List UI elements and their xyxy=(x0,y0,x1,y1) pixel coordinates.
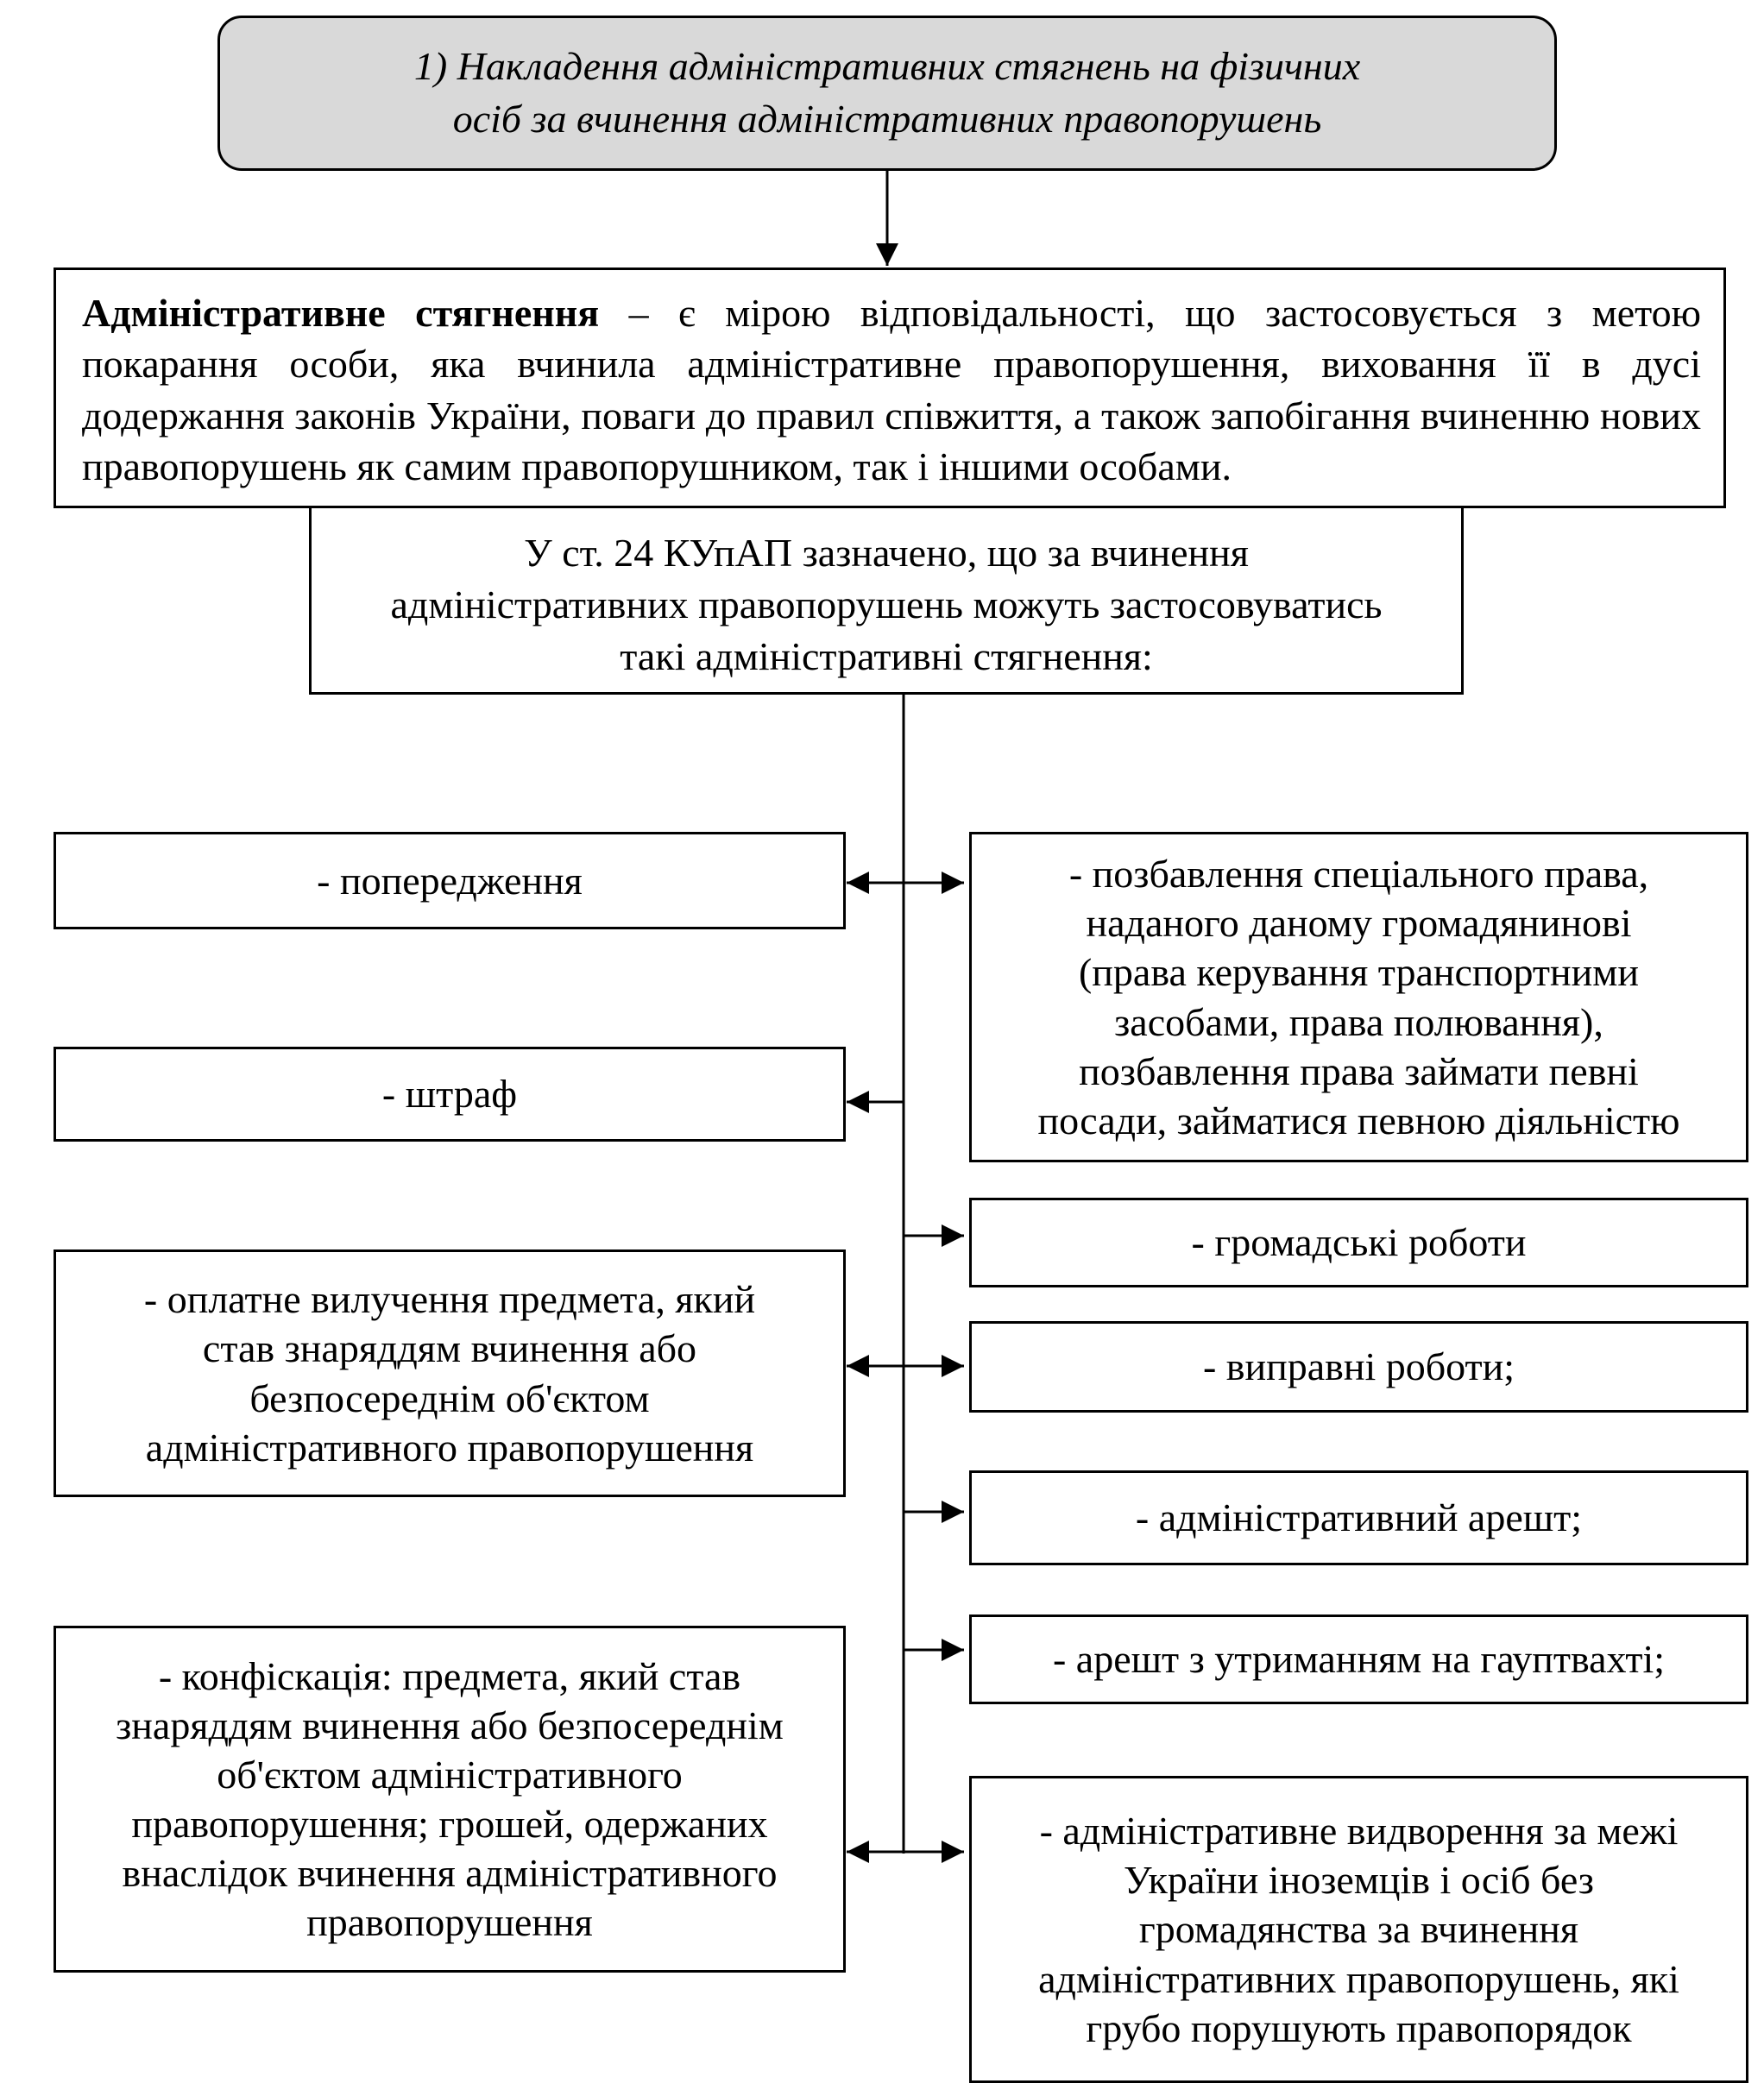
penalty-box-correctional-work xyxy=(969,1321,1748,1413)
intro-box xyxy=(309,506,1464,695)
penalty-text: - конфіскація: предмета, який став xyxy=(158,1653,741,1698)
intro-line: такі адміністративні стягнення: xyxy=(620,633,1153,678)
penalty-text: правопорушення xyxy=(306,1900,593,1945)
penalty-text: - оплатне вилучення предмета, який xyxy=(143,1277,756,1322)
penalty-box-confiscation xyxy=(54,1626,846,1973)
penalty-text: внаслідок вчинення адміністративного xyxy=(122,1851,778,1896)
penalty-text: - позбавлення спеціального права, xyxy=(1068,852,1649,897)
penalty-text: (права керування транспортними xyxy=(1078,950,1639,995)
penalty-text: об'єктом адміністративного xyxy=(217,1752,683,1797)
penalty-text: став знаряддям вчинення або xyxy=(202,1326,697,1371)
penalty-text: - арешт з утриманням на гауптвахті; xyxy=(1052,1637,1666,1682)
penalty-text: позбавлення права займати певні xyxy=(1079,1048,1639,1093)
penalty-text: засобами, права полювання), xyxy=(1114,999,1603,1044)
penalty-text: посади, займатися певною діяльністю xyxy=(1037,1098,1680,1142)
definition-box xyxy=(54,268,1726,508)
penalty-box-fine xyxy=(54,1047,846,1142)
penalty-text: - адміністративне видворення за межі xyxy=(1039,1809,1679,1854)
penalty-text: громадянства за вчинення xyxy=(1138,1907,1579,1952)
penalty-text: - адміністративний арешт; xyxy=(1135,1495,1583,1540)
penalty-text: України іноземців і осіб без xyxy=(1123,1858,1594,1903)
penalty-text: наданого даному громадянинові xyxy=(1086,901,1632,946)
definition-text: – є мірою відповідальності, що застосовується з метою покарання особи, яка вчинила адміністративне правопорушення, виховання її в дусі додержання законів України, поваги до правил співжиття, а також запобігання вчиненню нових правопорушень як самим правопорушником, так і іншими особами. xyxy=(82,291,1701,488)
title-box xyxy=(217,16,1557,171)
penalty-box-paid-seizure xyxy=(54,1249,846,1497)
title-line: 1) Накладення адміністративних стягнень на фізичних xyxy=(413,44,1361,89)
penalty-box-warning xyxy=(54,832,846,929)
penalty-box-guardhouse-arrest xyxy=(969,1614,1748,1704)
penalty-box-expulsion xyxy=(969,1776,1748,2083)
penalty-text: - попередження xyxy=(317,858,583,903)
penalty-box-deprivation-of-right xyxy=(969,832,1748,1162)
penalty-text: - виправні роботи; xyxy=(1202,1344,1515,1389)
penalty-text: - штраф xyxy=(381,1072,518,1117)
intro-line: адміністративних правопорушень можуть застосовуватись xyxy=(390,582,1383,626)
penalty-text: грубо порушують правопорядок xyxy=(1086,2005,1632,2050)
penalty-box-community-work xyxy=(969,1198,1748,1287)
title-line: осіб за вчинення адміністративних правопорушень xyxy=(452,97,1322,141)
penalty-text: адміністративних правопорушень, які xyxy=(1038,1956,1679,2001)
penalty-text: безпосереднім об'єктом xyxy=(249,1375,650,1420)
penalty-box-admin-arrest xyxy=(969,1470,1748,1565)
definition-term: Адміністративне стягнення xyxy=(82,291,600,335)
penalty-text: правопорушення; грошей, одержаних xyxy=(131,1802,768,1846)
penalty-text: адміністративного правопорушення xyxy=(145,1425,754,1470)
penalty-text: - громадські роботи xyxy=(1191,1220,1527,1265)
penalty-text: знаряддям вчинення або безпосереднім xyxy=(116,1703,784,1747)
intro-line: У ст. 24 КУпАП зазначено, що за вчинення xyxy=(524,531,1249,575)
